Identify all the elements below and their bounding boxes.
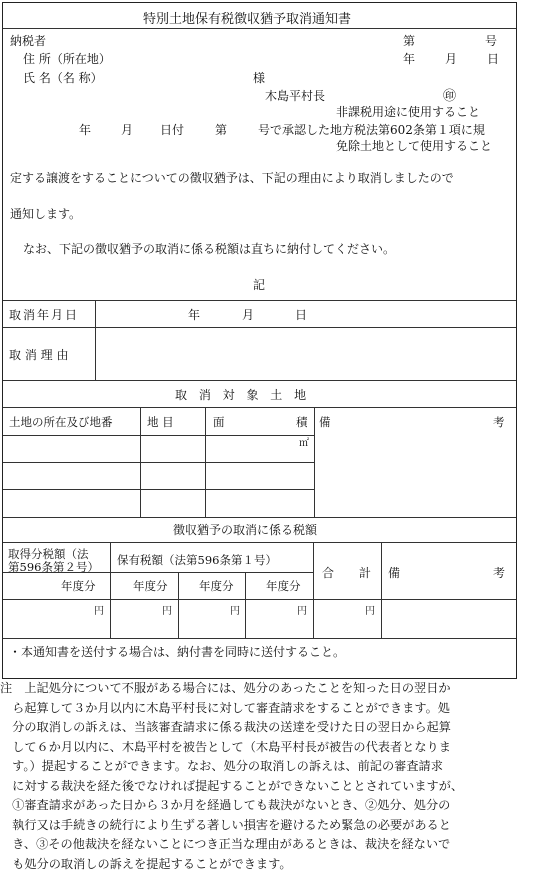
col-divider	[313, 542, 314, 638]
row-divider	[3, 517, 516, 518]
cancel-date-day: 日	[295, 306, 307, 323]
col-divider	[245, 572, 246, 638]
land-header-remarks-1: 備	[319, 414, 331, 430]
land-header-area-1: 面	[213, 414, 225, 430]
approval-right-line1: 非課税用途に使用すること	[336, 103, 480, 120]
row-divider	[3, 489, 314, 490]
note-line: に対する裁決を経た後でなければ提起することができないこととされていますが、	[0, 777, 534, 797]
note-line: して６か月以内に、木島平村を被告として（木島平村長が被告の代表者となりま	[0, 738, 534, 758]
cancel-reason-label: 取 消 理 由	[9, 346, 68, 363]
acq-label-1: 取得分税額（法	[8, 546, 89, 562]
date-month: 月	[445, 50, 457, 67]
land-header-category: 地 目	[147, 414, 174, 430]
approval-year: 年	[79, 121, 91, 138]
row-divider	[3, 300, 516, 301]
honorific: 様	[253, 69, 265, 86]
land-header-location: 土地の所在及び地番	[9, 414, 113, 430]
row-divider	[3, 599, 516, 600]
approval-no: 第	[215, 121, 227, 138]
yen-2: 円	[162, 602, 172, 617]
note-line: も処分の取消しの訴えを提起することができます。	[0, 855, 534, 874]
row-divider	[3, 572, 110, 573]
tax-amount-title: 徴収猶予の取消に係る税額	[173, 521, 317, 538]
yen-4: 円	[297, 602, 307, 617]
note-line: す。）提起することができます。なお、処分の取消しの訴えは、前記の審査請求	[0, 757, 534, 777]
approval-day: 日付	[160, 121, 184, 138]
ki-label: 記	[253, 276, 265, 293]
yen-5: 円	[365, 602, 375, 617]
date-day: 日	[487, 50, 499, 67]
note-line: ら起算して３か月以内に木島平村長に対して審査請求をすることができます。処	[0, 699, 534, 719]
yen-3: 円	[230, 602, 240, 617]
hold-label: 保有税額（法第596条第１号）	[117, 552, 277, 568]
number-suffix: 号	[485, 32, 497, 49]
approval-line4: なお、下記の徴収猶予の取消に係る税額は直ちに納付してください。	[23, 240, 395, 257]
target-land-title: 取 消 対 象 土 地	[175, 386, 310, 403]
year-portion-1: 年度分	[61, 578, 96, 594]
note-line: 注 上記処分について不服がある場合には、処分のあったことを知った日の翌日か	[0, 679, 534, 699]
year-portion-2: 年度分	[133, 578, 168, 594]
date-year: 年	[403, 50, 415, 67]
row-divider	[3, 407, 516, 408]
area-unit: ㎡	[299, 434, 309, 449]
name-label: 氏 名（名 称）	[23, 69, 103, 86]
cancel-date-month: 月	[242, 306, 254, 323]
title-divider	[3, 28, 516, 29]
approval-line2: 定する譲渡をすることについての徴収猶予は、下記の理由により取消しましたので	[10, 169, 454, 186]
note-line: 分の取消しの訴えは、当該審査請求に係る裁決の送達を受けた日の翌日から起算	[0, 718, 534, 738]
address-label: 住 所（所在地）	[23, 50, 111, 67]
row-divider	[3, 542, 516, 543]
total-label-1: 合	[322, 564, 334, 581]
col-divider	[95, 300, 96, 380]
taxpayer-label: 納税者	[10, 32, 46, 49]
row-divider	[3, 638, 516, 639]
row-divider	[3, 380, 516, 381]
row-divider	[3, 435, 314, 436]
land-header-area-2: 積	[296, 414, 308, 430]
approval-right-line3: 免除土地として使用すること	[336, 137, 492, 154]
col-divider	[178, 572, 179, 638]
acq-label-2: 第596条第２号）	[8, 559, 99, 575]
total-label-2: 計	[359, 564, 371, 581]
col-divider	[314, 407, 315, 517]
seal-mark: ㊞	[443, 85, 456, 104]
approval-main-line: 号で承認した地方税法第602条第１項に規	[258, 121, 485, 138]
number-prefix: 第	[403, 32, 415, 49]
note-line: ①審査請求があった日から３か月を経過しても裁決がないとき、②処分、処分の	[0, 796, 534, 816]
note-line: き、③その他裁決を経ないことにつき正当な理由があるときは、裁決を経ないで	[0, 835, 534, 855]
tax-remarks-1: 備	[388, 564, 400, 581]
row-divider	[3, 327, 516, 328]
year-portion-3: 年度分	[199, 578, 234, 594]
approval-month: 月	[121, 121, 133, 138]
cancel-date-label: 取消年月日	[9, 306, 79, 323]
tax-remarks-2: 考	[493, 564, 505, 581]
row-divider	[110, 572, 313, 573]
yen-1: 円	[94, 602, 104, 617]
row-divider	[3, 462, 314, 463]
appeal-notes	[0, 679, 534, 874]
col-divider	[381, 542, 382, 638]
cancel-date-year: 年	[188, 306, 200, 323]
col-divider	[110, 542, 111, 638]
year-portion-4: 年度分	[266, 578, 301, 594]
form-title: 特別土地保有税徴収猶予取消通知書	[143, 8, 351, 27]
footer-note: ・本通知書を送付する場合は、納付書を同時に送付すること。	[9, 643, 345, 660]
notice-form	[2, 2, 517, 679]
note-line: 執行又は手続きの続行により生ずる著しい損害を避けるため緊急の必要があると	[0, 816, 534, 836]
issuer-name: 木島平村長	[265, 87, 325, 104]
approval-line3: 通知します。	[10, 205, 81, 222]
land-header-remarks-2: 考	[493, 414, 505, 430]
